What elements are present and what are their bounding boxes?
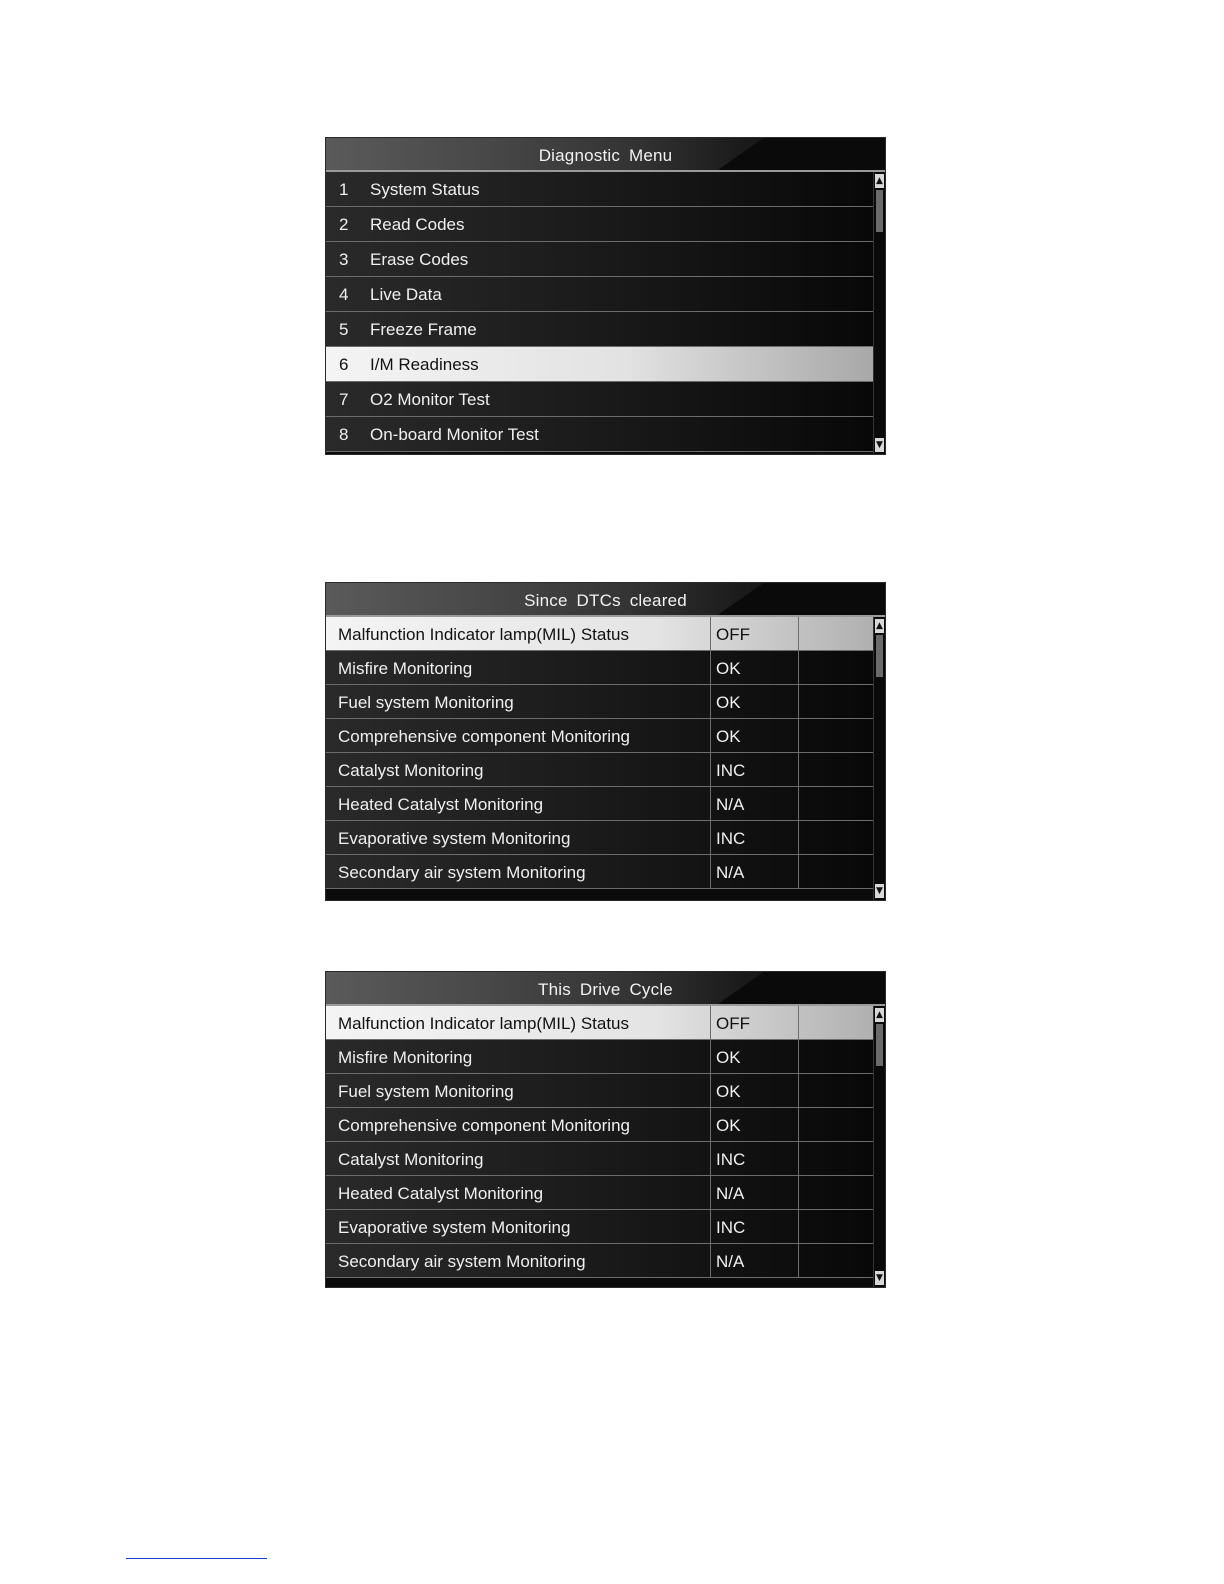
- menu-item-number: 1: [339, 180, 349, 199]
- monitor-table: [326, 617, 873, 900]
- table-row[interactable]: [326, 787, 873, 821]
- table-row[interactable]: [326, 617, 873, 651]
- menu-item-freeze-frame[interactable]: [326, 312, 873, 347]
- empty-cell: [799, 1142, 873, 1175]
- table-row[interactable]: [326, 651, 873, 685]
- monitor-status: OK: [711, 1040, 799, 1073]
- monitor-status: OK: [711, 1074, 799, 1107]
- monitor-name: Comprehensive component Monitoring: [326, 1108, 711, 1141]
- title-bar: [326, 583, 885, 617]
- menu-item-number: 4: [339, 285, 349, 304]
- monitor-name: Catalyst Monitoring: [326, 1142, 711, 1175]
- monitor-name: Secondary air system Monitoring: [326, 855, 711, 888]
- this-drive-cycle-screen: [325, 971, 886, 1288]
- table-row[interactable]: [326, 1210, 873, 1244]
- table-row[interactable]: [326, 855, 873, 889]
- empty-cell: [799, 651, 873, 684]
- menu-item-im-readiness[interactable]: [326, 347, 873, 382]
- footnote-separator-line: [126, 1558, 267, 1559]
- arrow-down-icon[interactable]: ▼: [876, 1273, 883, 1283]
- menu-item-number: 7: [339, 390, 349, 409]
- monitor-status: INC: [711, 1142, 799, 1175]
- table-row[interactable]: [326, 1108, 873, 1142]
- menu-item-o2-monitor-test[interactable]: [326, 382, 873, 417]
- arrow-down-icon[interactable]: ▼: [876, 886, 883, 896]
- monitor-name: Misfire Monitoring: [326, 1040, 711, 1073]
- screen-title: This Drive Cycle: [538, 980, 673, 999]
- menu-item-label: I/M Readiness: [370, 355, 479, 374]
- monitor-status: OK: [711, 651, 799, 684]
- empty-cell: [799, 1006, 873, 1039]
- menu-item-label: Erase Codes: [370, 250, 469, 269]
- menu-item-number: 8: [339, 425, 349, 444]
- monitor-status: INC: [711, 821, 799, 854]
- monitor-table: [326, 1006, 873, 1287]
- empty-cell: [799, 1176, 873, 1209]
- since-dtcs-cleared-screen: [325, 582, 886, 901]
- monitor-status: OK: [711, 685, 799, 718]
- table-row[interactable]: [326, 1142, 873, 1176]
- monitor-status: OK: [711, 1108, 799, 1141]
- empty-cell: [799, 1040, 873, 1073]
- table-row[interactable]: [326, 1006, 873, 1040]
- table-row[interactable]: [326, 1074, 873, 1108]
- table-row[interactable]: [326, 753, 873, 787]
- monitor-name: Comprehensive component Monitoring: [326, 719, 711, 752]
- menu-item-label: On-board Monitor Test: [370, 425, 539, 444]
- menu-item-system-status[interactable]: [326, 172, 873, 207]
- monitor-status: N/A: [711, 787, 799, 820]
- scrollbar[interactable]: [873, 172, 885, 454]
- menu-item-live-data[interactable]: [326, 277, 873, 312]
- monitor-name: Catalyst Monitoring: [326, 753, 711, 786]
- empty-cell: [799, 821, 873, 854]
- monitor-status: OFF: [711, 617, 799, 650]
- menu-item-read-codes[interactable]: [326, 207, 873, 242]
- table-row[interactable]: [326, 685, 873, 719]
- monitor-name: Heated Catalyst Monitoring: [326, 1176, 711, 1209]
- empty-cell: [799, 753, 873, 786]
- monitor-name: Heated Catalyst Monitoring: [326, 787, 711, 820]
- monitor-name: Fuel system Monitoring: [326, 685, 711, 718]
- scrollbar[interactable]: [873, 1006, 885, 1287]
- table-row[interactable]: [326, 1244, 873, 1278]
- menu-item-label: Freeze Frame: [370, 320, 477, 339]
- empty-cell: [799, 787, 873, 820]
- menu-item-number: 2: [339, 215, 349, 234]
- monitor-name: Malfunction Indicator lamp(MIL) Status: [326, 1006, 711, 1039]
- table-row[interactable]: [326, 1176, 873, 1210]
- menu-item-onboard-monitor-test[interactable]: [326, 417, 873, 452]
- screen-title: Since DTCs cleared: [524, 591, 687, 610]
- monitor-status: OK: [711, 719, 799, 752]
- monitor-status: INC: [711, 753, 799, 786]
- monitor-status: N/A: [711, 855, 799, 888]
- monitor-name: Evaporative system Monitoring: [326, 821, 711, 854]
- monitor-status: INC: [711, 1210, 799, 1243]
- menu-item-label: Read Codes: [370, 215, 465, 234]
- scroll-thumb[interactable]: [876, 635, 883, 677]
- monitor-name: Misfire Monitoring: [326, 651, 711, 684]
- empty-cell: [799, 1074, 873, 1107]
- menu-item-number: 3: [339, 250, 349, 269]
- scrollbar[interactable]: [873, 617, 885, 900]
- menu-item-label: System Status: [370, 180, 480, 199]
- monitor-status: N/A: [711, 1176, 799, 1209]
- title-bar: [326, 138, 885, 172]
- arrow-up-icon[interactable]: ▲: [876, 621, 883, 631]
- diagnostic-menu-screen: [325, 137, 886, 455]
- screen-title: Diagnostic Menu: [538, 146, 673, 165]
- arrow-up-icon[interactable]: ▲: [876, 1010, 883, 1020]
- monitor-name: Evaporative system Monitoring: [326, 1210, 711, 1243]
- monitor-name: Fuel system Monitoring: [326, 1074, 711, 1107]
- menu-item-number: 5: [339, 320, 349, 339]
- table-row[interactable]: [326, 719, 873, 753]
- menu-item-label: O2 Monitor Test: [370, 390, 490, 409]
- empty-cell: [799, 685, 873, 718]
- monitor-name: Secondary air system Monitoring: [326, 1244, 711, 1277]
- empty-cell: [799, 855, 873, 888]
- menu-item-erase-codes[interactable]: [326, 242, 873, 277]
- monitor-status: N/A: [711, 1244, 799, 1277]
- arrow-down-icon[interactable]: ▼: [876, 440, 883, 450]
- monitor-name: Malfunction Indicator lamp(MIL) Status: [326, 617, 711, 650]
- empty-cell: [799, 1244, 873, 1277]
- empty-cell: [799, 1108, 873, 1141]
- empty-cell: [799, 1210, 873, 1243]
- scroll-thumb[interactable]: [876, 190, 883, 232]
- title-bar: [326, 972, 885, 1006]
- table-row[interactable]: [326, 1040, 873, 1074]
- table-row[interactable]: [326, 821, 873, 855]
- menu-item-label: Live Data: [370, 285, 442, 304]
- monitor-status: OFF: [711, 1006, 799, 1039]
- menu-list: [326, 172, 873, 454]
- empty-cell: [799, 617, 873, 650]
- scroll-thumb[interactable]: [876, 1024, 883, 1066]
- empty-cell: [799, 719, 873, 752]
- menu-item-number: 6: [339, 355, 349, 374]
- arrow-up-icon[interactable]: ▲: [876, 176, 883, 186]
